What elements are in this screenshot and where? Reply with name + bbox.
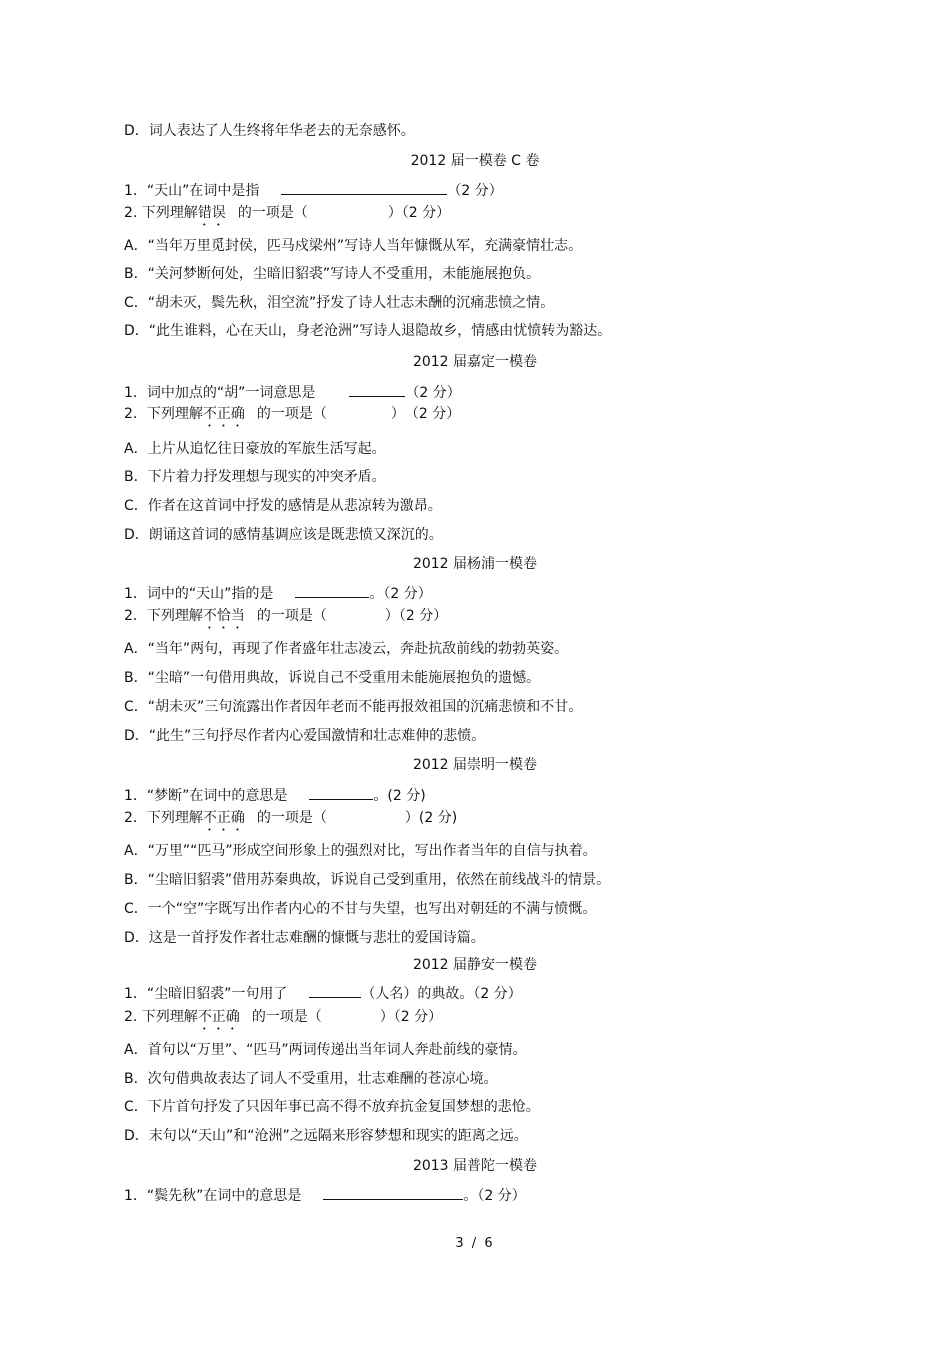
emphasis-word: 不正确 [202, 810, 245, 826]
question-2: 2．下列理解不恰当 的一项是（ ）（2 分） [124, 608, 448, 624]
section-heading: 2012 届崇明一模卷 [412, 757, 538, 773]
option: C．下片首句抒发了只因年事已高不得不放弃抗金复国梦想的悲怆。 [124, 1099, 540, 1115]
section-heading: 2012 届杨浦一模卷 [412, 556, 538, 572]
option: B．“尘暗”一句借用典故，诉说自己不受重用未能施展抱负的遗憾。 [124, 670, 541, 686]
emphasis-word: 错误 [197, 205, 226, 221]
option: B．次句借典故表达了词人不受重用，壮志难酬的苍凉心境。 [124, 1071, 498, 1087]
section-heading: 2013 届普陀一模卷 [412, 1158, 538, 1174]
emphasis-word: 不恰当 [202, 608, 245, 624]
option: B．“关河梦断何处，尘暗旧貂裘”写诗人不受重用，未能施展抱负。 [124, 266, 541, 282]
question-1: 1．“鬓先秋”在词中的意思是 。（2 分） [124, 1185, 526, 1205]
question-1: 1．“天山”在词中是指 （2 分） [124, 180, 503, 200]
option: A．上片从追忆往日豪放的军旅生活写起。 [124, 441, 386, 457]
option: A．“当年万里觅封侯，匹马戍梁州”写诗人当年慷慨从军，充满豪情壮志。 [124, 238, 583, 254]
option: B．下片着力抒发理想与现实的冲突矛盾。 [124, 469, 386, 485]
option: D．“此生”三句抒尽作者内心爱国激情和壮志难伸的悲愤。 [124, 728, 486, 744]
option: C．“胡未灭”三句流露出作者因年老而不能再报效祖国的沉痛悲愤和不甘。 [124, 699, 583, 715]
answer-blank [323, 1185, 463, 1200]
option: D．“此生谁料，心在天山，身老沧洲”写诗人退隐故乡，情感由忧愤转为豁达。 [124, 323, 612, 339]
answer-blank [309, 785, 373, 800]
option: A．“万里”“匹马”形成空间形象上的强烈对比，写出作者当年的自信与执着。 [124, 843, 597, 859]
option: D．朗诵这首词的感情基调应该是既悲愤又深沉的。 [124, 527, 443, 543]
answer-blank [309, 983, 361, 998]
question-1: 1．“梦断”在词中的意思是 。(2 分) [124, 785, 426, 805]
question-2: 2. 下列理解不正确 的一项是（ ）（2 分） [124, 1009, 443, 1025]
question-1: 1．词中的“天山”指的是 。（2 分） [124, 583, 432, 603]
answer-blank [281, 180, 447, 195]
option: D．末句以“天山”和“沧洲”之远隔来形容梦想和现实的距离之远。 [124, 1128, 528, 1144]
option: D．这是一首抒发作者壮志难酬的慷慨与悲壮的爱国诗篇。 [124, 930, 485, 946]
section-heading: 2012 届嘉定一模卷 [412, 354, 538, 370]
question-1: 1．“尘暗旧貂裘”一句用了 （人名）的典故。（2 分） [124, 983, 522, 1003]
question-1: 1．词中加点的“胡”一词意思是 （2 分） [124, 382, 461, 402]
top-option: D．词人表达了人生终将年华老去的无奈感怀。 [124, 123, 415, 139]
option: C．一个“空”字既写出作者内心的不甘与失望，也写出对朝廷的不满与愤慨。 [124, 901, 597, 917]
answer-blank [295, 583, 369, 598]
question-2: 2．下列理解不正确 的一项是（ ）(2 分) [124, 810, 458, 826]
question-2: 2. 下列理解错误 的一项是（ ）（2 分） [124, 205, 451, 221]
option: A．首句以“万里”、“匹马”两词传递出当年词人奔赴前线的豪情。 [124, 1042, 527, 1058]
emphasis-word: 不正确 [202, 406, 245, 422]
option: A．“当年”两句，再现了作者盛年壮志凌云，奔赴抗敌前线的勃勃英姿。 [124, 641, 569, 657]
section-heading: 2012 届静安一模卷 [412, 957, 538, 973]
page-number: 3 / 6 [455, 1236, 495, 1251]
option: C．“胡未灭，鬓先秋，泪空流”抒发了诗人壮志未酬的沉痛悲愤之情。 [124, 295, 555, 311]
section-heading: 2012 届一模卷 C 卷 [410, 153, 540, 169]
emphasis-word: 不正确 [197, 1009, 240, 1025]
answer-blank [349, 382, 405, 397]
option: C．作者在这首词中抒发的感情是从悲凉转为激昂。 [124, 498, 442, 514]
option: B．“尘暗旧貂裘”借用苏秦典故，诉说自己受到重用，依然在前线战斗的情景。 [124, 872, 611, 888]
question-2: 2．下列理解不正确 的一项是（ ） （2 分） [124, 406, 461, 422]
